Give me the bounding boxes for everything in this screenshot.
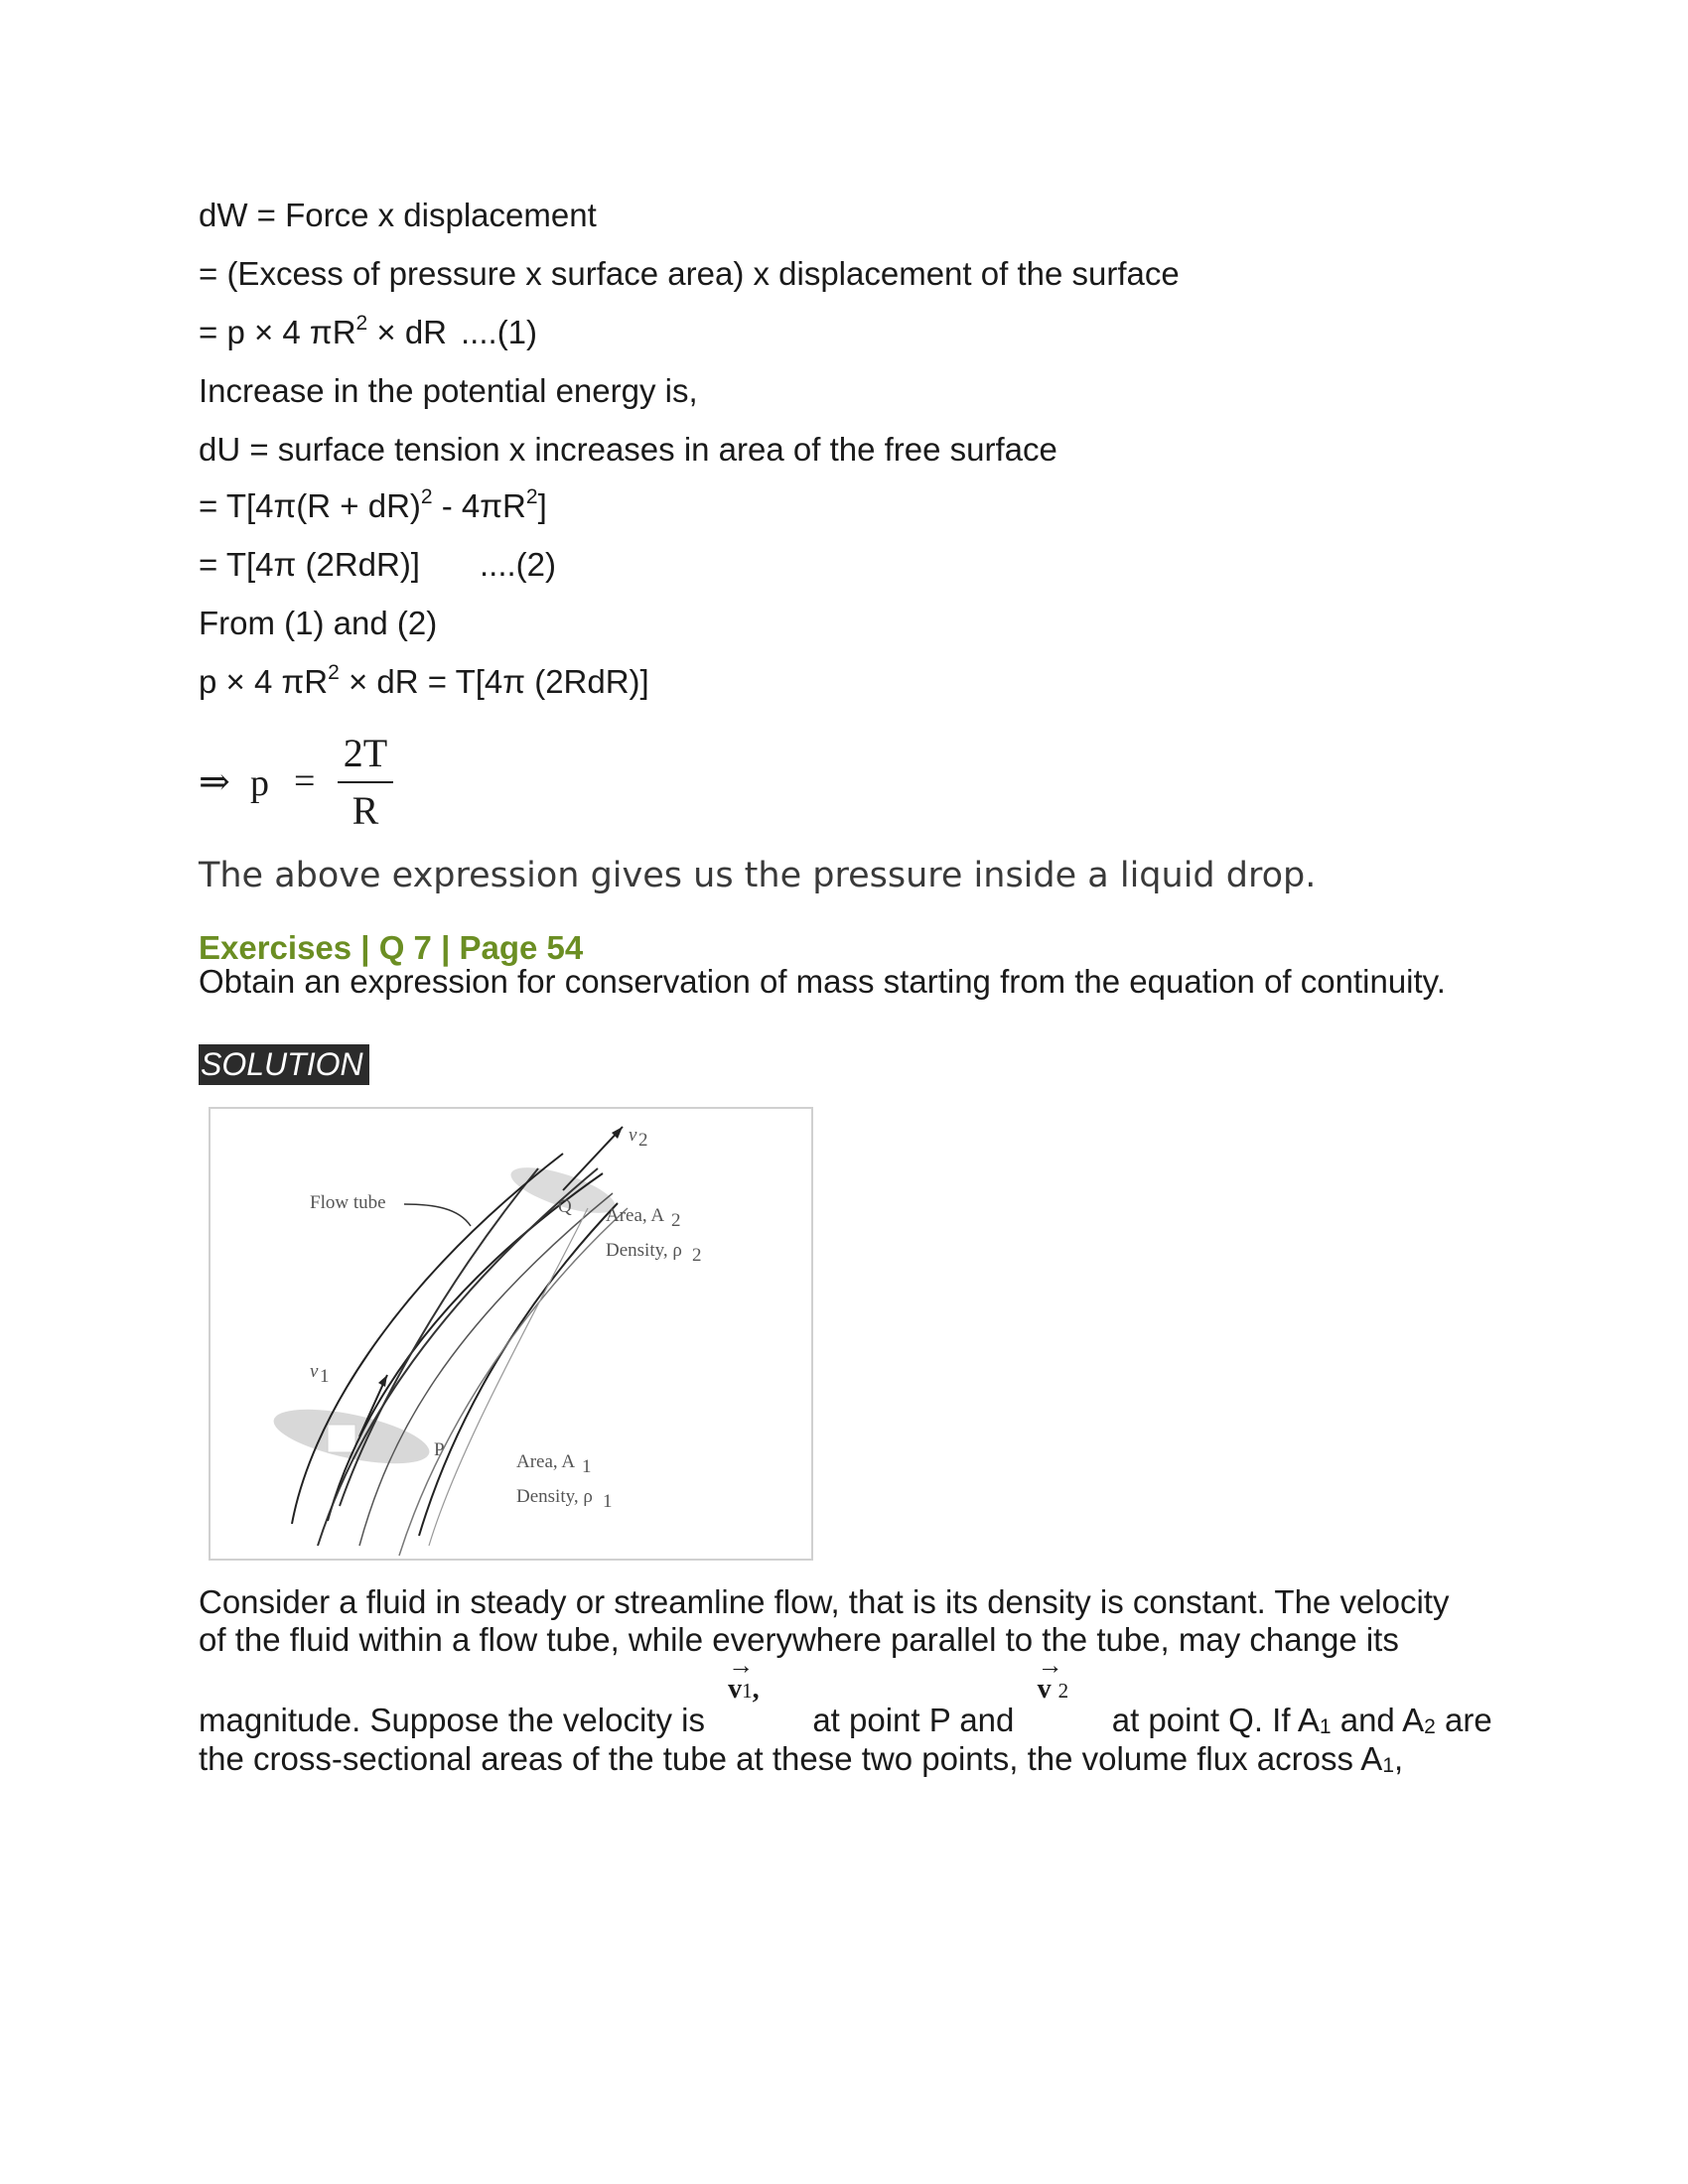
formula-numerator: 2T <box>343 731 388 775</box>
superscript: 2 <box>420 485 433 508</box>
implies-arrow: ⇒ <box>199 759 230 803</box>
v2-label: v <box>629 1125 637 1146</box>
v1-arrowhead <box>378 1375 387 1387</box>
solution-label: SOLUTION <box>199 1044 369 1085</box>
text: are <box>1435 1702 1492 1738</box>
text: , <box>1394 1740 1404 1777</box>
body-line-1: Consider a fluid in steady or streamline flow, that is its density is constant. The velocity <box>199 1583 1450 1620</box>
vector-arrow: → <box>728 1651 755 1680</box>
density2-label: Density, ρ <box>606 1240 682 1261</box>
text: = T[4π (2RdR)] <box>199 546 420 583</box>
text: ] <box>537 487 547 524</box>
text: = p × 4 πR <box>199 314 356 350</box>
text: = (Excess of pressure x surface area) x displacement of the surface <box>199 255 1180 292</box>
derivation-line-1 <box>199 196 597 235</box>
v1-letter: v <box>728 1674 743 1705</box>
density2-subscript: 2 <box>692 1245 702 1266</box>
density1-subscript: 1 <box>603 1491 613 1512</box>
text: and A <box>1331 1702 1425 1738</box>
v1-vector <box>714 1651 803 1731</box>
v1-symbol: → v1, <box>728 1670 760 1710</box>
fraction-bar <box>338 781 393 783</box>
equation-number: ....(1) <box>461 314 538 350</box>
v2-vector <box>1024 1651 1103 1731</box>
subscript: 2 <box>1424 1715 1436 1738</box>
equation-number: ....(2) <box>479 546 556 583</box>
superscript: 2 <box>525 485 538 508</box>
area1-subscript: 1 <box>582 1456 592 1477</box>
formula-lhs: p <box>250 762 269 804</box>
derivation-line-3 <box>199 313 537 352</box>
derivation-line-2 <box>199 254 1180 294</box>
formula-equals: = <box>294 760 316 802</box>
question-heading: Exercises | Q 7 | Page 54 <box>199 929 584 966</box>
subscript: 1 <box>1382 1754 1394 1777</box>
v2-subscript: 2 <box>638 1130 648 1151</box>
derivation-line-7 <box>199 545 556 585</box>
body-line-2: of the fluid within a flow tube, while everywhere parallel to the tube, may change its <box>199 1621 1399 1658</box>
derivation-line-8 <box>199 604 437 643</box>
text: Increase in the potential energy is, <box>199 372 698 409</box>
text: - 4πR <box>432 487 526 524</box>
v2-symbol <box>1037 1651 1069 1710</box>
text: at point P and <box>812 1702 1015 1738</box>
v2-letter: v <box>1037 1674 1052 1705</box>
v1-label: v <box>310 1361 319 1382</box>
text: × dR <box>367 314 448 350</box>
derivation-line-9 <box>199 662 649 702</box>
derivation-line-5 <box>199 430 1057 470</box>
formula-denominator: R <box>352 788 379 833</box>
flow-tube-diagram <box>211 1109 811 1559</box>
p-label: P <box>434 1439 445 1460</box>
v2-subscript: 2 <box>1057 1679 1069 1703</box>
text: = T[4π(R + dR) <box>199 487 421 524</box>
area2-label: Area, A <box>606 1205 665 1226</box>
conclusion-note: The above expression gives us the pressure inside a liquid drop. <box>199 856 1317 895</box>
text: × dR = T[4π (2RdR)] <box>339 663 649 700</box>
derivation-line-4 <box>199 371 698 411</box>
text: dW = Force x displacement <box>199 197 597 233</box>
flow-tube-leader <box>404 1204 471 1226</box>
question-text: Obtain an expression for conservation of mass starting from the equation of continuity. <box>199 963 1446 1000</box>
v1-subscript: 1 <box>742 1679 753 1703</box>
text: the cross-sectional areas of the tube at these two points, the volume flux across A <box>199 1740 1383 1777</box>
q-label: Q <box>558 1196 572 1217</box>
density1-label: Density, ρ <box>516 1486 593 1507</box>
text: From (1) and (2) <box>199 605 438 641</box>
text: p × 4 πR <box>199 663 329 700</box>
fluid-element-p <box>328 1425 355 1452</box>
subscript: 1 <box>1319 1715 1332 1738</box>
v1-subscript: 1 <box>320 1366 330 1387</box>
vector-arrow: → <box>1037 1651 1063 1680</box>
text: magnitude. Suppose the velocity is <box>199 1702 705 1738</box>
derivation-line-6 <box>199 486 547 526</box>
flow-tube-figure <box>209 1107 813 1561</box>
flow-tube-label: Flow tube <box>310 1192 386 1213</box>
body-line-4 <box>199 1739 1403 1786</box>
superscript: 2 <box>328 661 340 684</box>
text: at point Q. If A <box>1111 1702 1320 1738</box>
text: dU = surface tension x increases in area of the free surface <box>199 431 1057 468</box>
area1-label: Area, A <box>516 1451 576 1472</box>
superscript: 2 <box>355 312 368 335</box>
area2-subscript: 2 <box>671 1210 681 1231</box>
